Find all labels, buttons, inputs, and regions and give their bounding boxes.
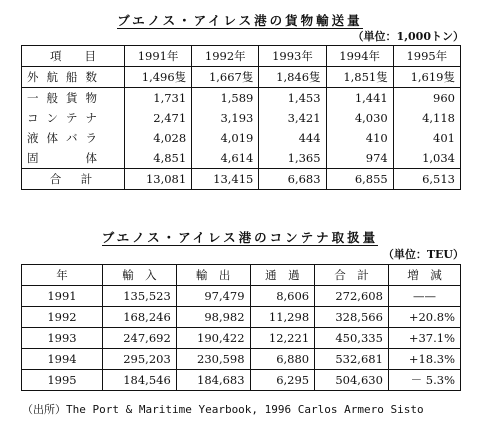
- value-cell: 13,081: [125, 169, 192, 190]
- value-cell: 6,855: [326, 169, 393, 190]
- value-cell: 13,415: [192, 169, 259, 190]
- cargo-header-row: [22, 46, 461, 67]
- row-label: コンテナ: [22, 108, 125, 128]
- value-cell: 184,683: [176, 370, 250, 391]
- table-row: [22, 108, 461, 128]
- value-cell: 4,614: [192, 148, 259, 169]
- row-label: 外航船数: [22, 67, 125, 88]
- value-cell: 450,335: [315, 328, 389, 349]
- value-cell: 1,589: [192, 88, 259, 109]
- value-cell: 4,030: [326, 108, 393, 128]
- value-cell: 8,606: [250, 286, 315, 307]
- value-cell: 1,731: [125, 88, 192, 109]
- value-cell: 1,851隻: [326, 67, 393, 88]
- value-cell: 295,203: [103, 349, 177, 370]
- value-cell: 1,441: [326, 88, 393, 109]
- value-cell: 1,846隻: [259, 67, 326, 88]
- container-table-title: ブエノス・アイレス港のコンテナ取扱量: [101, 230, 379, 245]
- header-cell: 1992年: [192, 46, 259, 67]
- value-cell: 97,479: [176, 286, 250, 307]
- change-cell: +37.1%: [388, 328, 460, 349]
- table-row: [22, 307, 461, 328]
- container-header-row: [22, 265, 461, 286]
- table-row: [22, 370, 461, 391]
- cargo-unit-label: （単位：1,000トン）: [352, 30, 464, 43]
- header-cell: 通 過: [250, 265, 315, 286]
- value-cell: 4,019: [192, 128, 259, 148]
- year-cell: 1994: [22, 349, 103, 370]
- value-cell: 6,513: [393, 169, 460, 190]
- year-cell: 1992: [22, 307, 103, 328]
- value-cell: 2,471: [125, 108, 192, 128]
- value-cell: 184,546: [103, 370, 177, 391]
- value-cell: 4,118: [393, 108, 460, 128]
- cargo-table-title: ブエノス・アイレス港の貨物輸送量: [117, 13, 363, 28]
- value-cell: 410: [326, 128, 393, 148]
- value-cell: 12,221: [250, 328, 315, 349]
- value-cell: 1,496隻: [125, 67, 192, 88]
- value-cell: 1,667隻: [192, 67, 259, 88]
- value-cell: 1,034: [393, 148, 460, 169]
- row-label: 一般貨物: [22, 88, 125, 109]
- header-cell: 年: [22, 265, 103, 286]
- table-row: [22, 328, 461, 349]
- value-cell: 4,028: [125, 128, 192, 148]
- value-cell: 11,298: [250, 307, 315, 328]
- table-row: [22, 88, 461, 109]
- value-cell: 960: [393, 88, 460, 109]
- row-label: 合 計: [22, 169, 125, 190]
- header-cell: 増 減: [388, 265, 460, 286]
- table-row: [22, 67, 461, 88]
- value-cell: 4,851: [125, 148, 192, 169]
- change-cell: － 5.3%: [388, 370, 460, 391]
- value-cell: 328,566: [315, 307, 389, 328]
- value-cell: 135,523: [103, 286, 177, 307]
- value-cell: 230,598: [176, 349, 250, 370]
- change-cell: +18.3%: [388, 349, 460, 370]
- value-cell: 3,193: [192, 108, 259, 128]
- total-row: [22, 169, 461, 190]
- value-cell: 98,982: [176, 307, 250, 328]
- year-cell: 1993: [22, 328, 103, 349]
- value-cell: 974: [326, 148, 393, 169]
- container-unit-label: （単位：TEU）: [382, 248, 464, 261]
- table-row: [22, 286, 461, 307]
- row-label: 液体バラ: [22, 128, 125, 148]
- value-cell: 1,365: [259, 148, 326, 169]
- header-cell: 項 目: [22, 46, 125, 67]
- year-cell: 1995: [22, 370, 103, 391]
- value-cell: 168,246: [103, 307, 177, 328]
- header-cell: 輸 入: [103, 265, 177, 286]
- header-cell: 1993年: [259, 46, 326, 67]
- row-label: 固 体: [22, 148, 125, 169]
- value-cell: 401: [393, 128, 460, 148]
- value-cell: 504,630: [315, 370, 389, 391]
- value-cell: 444: [259, 128, 326, 148]
- year-cell: 1991: [22, 286, 103, 307]
- table-row: [22, 349, 461, 370]
- value-cell: 3,421: [259, 108, 326, 128]
- value-cell: 6,683: [259, 169, 326, 190]
- header-cell: 1991年: [125, 46, 192, 67]
- value-cell: 1,619隻: [393, 67, 460, 88]
- value-cell: 6,295: [250, 370, 315, 391]
- change-cell: ——: [388, 286, 460, 307]
- header-cell: 1995年: [393, 46, 460, 67]
- value-cell: 532,681: [315, 349, 389, 370]
- header-cell: 1994年: [326, 46, 393, 67]
- value-cell: 190,422: [176, 328, 250, 349]
- table-row: [22, 148, 461, 169]
- change-cell: +20.8%: [388, 307, 460, 328]
- container-table: [21, 264, 461, 391]
- cargo-table: [21, 45, 461, 190]
- header-cell: 合 計: [315, 265, 389, 286]
- value-cell: 247,692: [103, 328, 177, 349]
- value-cell: 1,453: [259, 88, 326, 109]
- table-row: [22, 128, 461, 148]
- value-cell: 6,880: [250, 349, 315, 370]
- value-cell: 272,608: [315, 286, 389, 307]
- header-cell: 輸 出: [176, 265, 250, 286]
- source-note: （出所）The Port & Maritime Yearbook, 1996 Carlos Armero Sisto: [22, 403, 424, 416]
